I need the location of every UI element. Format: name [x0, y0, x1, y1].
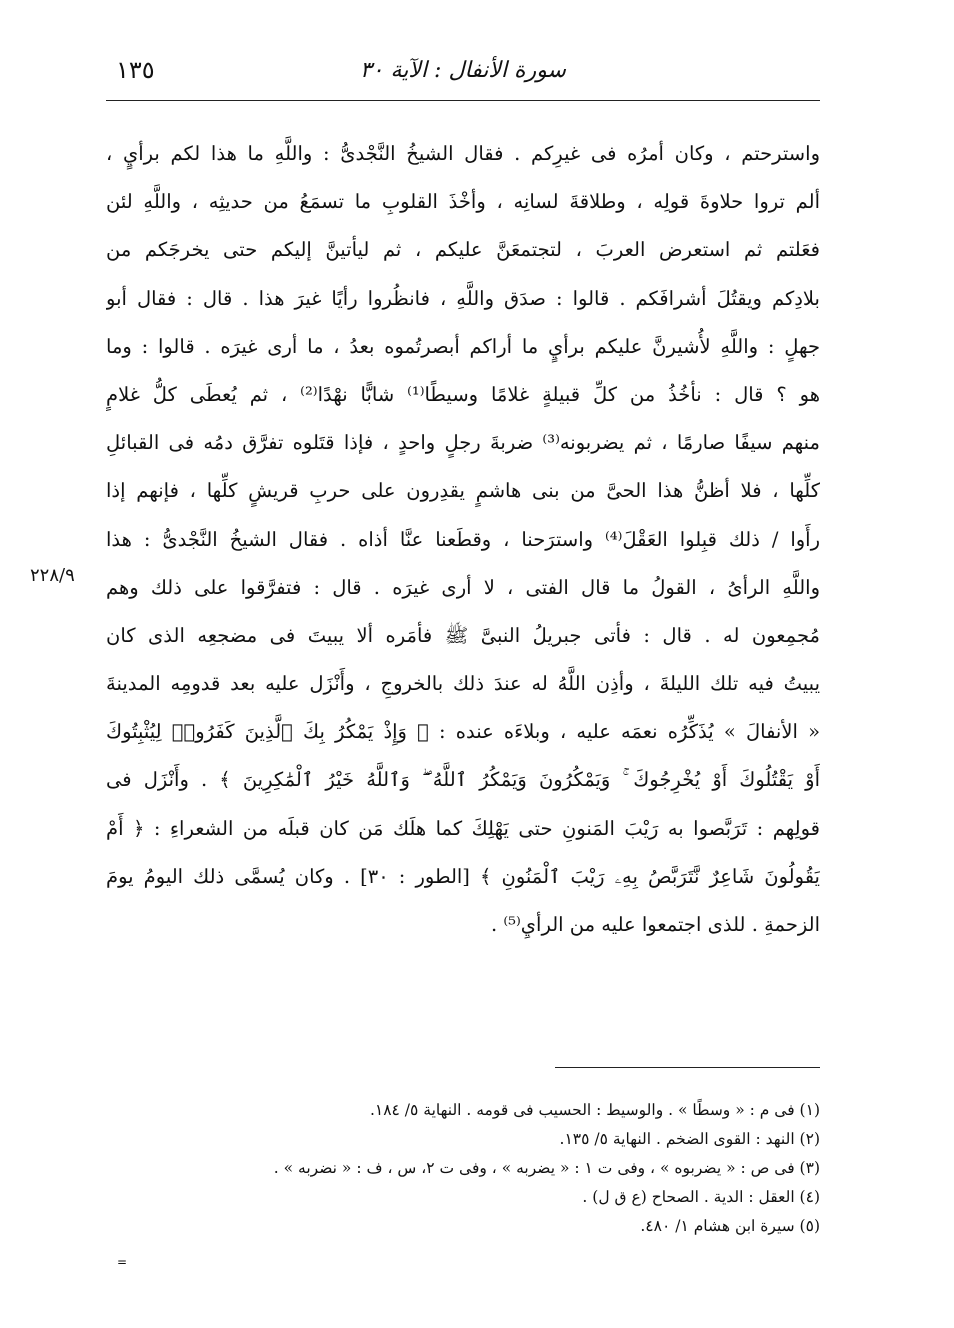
signature-mark: =	[117, 1255, 128, 1269]
footnote: (٣) فى ص : « يضربوه » ، وفى ت ١ : « يضربه » ، وفى ت ٢، س ، ف : « نضربه » .	[273, 1159, 820, 1177]
text-line: رأَوا / ذلك قبِلوا العَقْلَ⁽⁴⁾ واسترَحنا ، وقطَعنا عنَّا أذاه . فقال الشيخُ النَّجْدىُّ : هذا	[106, 527, 820, 551]
text-line: قولِهم : تَرَبَّصوا به رَيْبَ المَنونِ حتى يَهْلِكَ كما هلَك مَن كان قبلَه من الشعراءِ : ﴿ أَمْ	[106, 816, 820, 840]
text-line: بلادِكم ويقتُلَ أشرافَكم . قالوا : صدَق واللَّهِ ، فانظُروا رأيًا غيرَ هذا . قال : فقال أبو	[106, 286, 820, 310]
text-line: كلِّها ، فلا أظنُّ هذا الحىَّ من بنى هاشمٍ يقدِرون على حربِ قريشٍ كلِّها ، فإنهم إذا	[106, 479, 820, 503]
text-line: يَقُولُونَ شَاعِرٌ نَّتَرَبَّصُ بِهِۦ رَيْبَ ٱلْمَنُونِ ﴾ [الطور : ٣٠] . وكان يُسمَّى ذلك اليومُ يومَ	[106, 864, 820, 888]
text-line: فعَلتم ثم استعرض العربَ ، لتجتمعَنَّ عليكم ، ثم ليأتينَّ إليكم حتى يخرجَكم من	[106, 238, 820, 262]
text-line: واسترحتم ، وكان أمرُه فى غيرِكم . فقال الشيخُ النَّجْدىُّ : واللَّهِ ما هذا لكم برأيٍ ،	[106, 142, 820, 165]
chapter-title: سورة الأنفال : الآية ٣٠	[359, 58, 566, 83]
text-line: يبيتُ فيه تلك الليلةَ ، وأذِن اللَّهُ له عندَ ذلك بالخروجِ ، وأَنْزَل عليه بعد قدومِه المدينةَ	[106, 672, 820, 696]
text-line: منهم سيفًا صارمًا ، ثم يضربونه⁽³⁾ ضربةَ رجلٍ واحدٍ ، فإذا قتَلوه تفرَّق دمُه فى القبائلِ	[106, 431, 820, 455]
page-number: ١٣٥	[116, 56, 155, 84]
footnote: (٢) النهد : القوى الضخم . النهاية ٥/ ١٣٥.	[559, 1130, 820, 1148]
text-line: الزحمةِ . للذى اجتمعوا عليه من الرأيِ⁽⁵⁾ .	[490, 913, 820, 936]
footnote-separator	[555, 1067, 820, 1068]
margin-reference: ٢٢٨/٩	[30, 565, 75, 586]
footnotes	[106, 1096, 820, 1241]
running-header	[116, 56, 816, 96]
text-line: مُجمِعون له . قال : فأتى جبريلُ النبىَّ ﷺ فأمَره ألا يبيتَ فى مضجعِه الذى كان	[106, 623, 820, 647]
text-line: هو ؟ قال : نأخُذُ من كلِّ قبيلةٍ غلامًا وسيطًا⁽¹⁾ شابًّا نهْدًا⁽²⁾ ، ثم يُعطَى كلُّ غلامٍ	[106, 382, 820, 406]
header-rule	[106, 100, 820, 101]
text-line: ألم تروا حلاوةَ قولِه ، وطلاقةَ لسانِه ، وأخْذَ القلوبِ ما تسمَعُ من حديثِه ، واللَّهِ لئن	[106, 190, 820, 214]
main-text	[106, 130, 820, 949]
text-line: جهلٍ : واللَّهِ لأُشيرنَّ عليكم برأيٍ ما أراكم أبصرتُموه بعدُ ، ما أرى غيرَه . قالوا : وما	[106, 334, 820, 358]
footnote: (٥) سيرة ابن هشام ١/ ٤٨٠.	[640, 1217, 820, 1235]
footnote: (٤) العقل : الدية . الصحاح (ع ق ل) .	[582, 1188, 820, 1206]
text-line: « الأنفالَ » يُذَكِّرُه نعمَه عليه ، وبلاءَه عنده : ﴿ وَإِذْ يَمْكُرُ بِكَ ٱلَّذِينَ كَفَرُوا۟ لِيُثْبِتُوكَ	[106, 720, 820, 744]
text-line: واللَّهِ الرأىُ ، القولُ ما قال الفتى ، لا أرى غيرَه . قال : فتفرَّقوا على ذلك وهم	[106, 575, 820, 599]
text-line: أَوْ يَقْتُلُوكَ أَوْ يُخْرِجُوكَ ۚ وَيَمْكُرُونَ وَيَمْكُرُ ٱللَّهُ ۖ وَٱللَّهُ خَيْرُ ٱلْمَٰكِرِينَ ﴾ . وأَنْزَل فى	[106, 768, 820, 792]
footnote: (١) فى م : « وسطًا » . والوسيط : الحسيب فى قومه . النهاية ٥/ ١٨٤.	[369, 1101, 820, 1119]
